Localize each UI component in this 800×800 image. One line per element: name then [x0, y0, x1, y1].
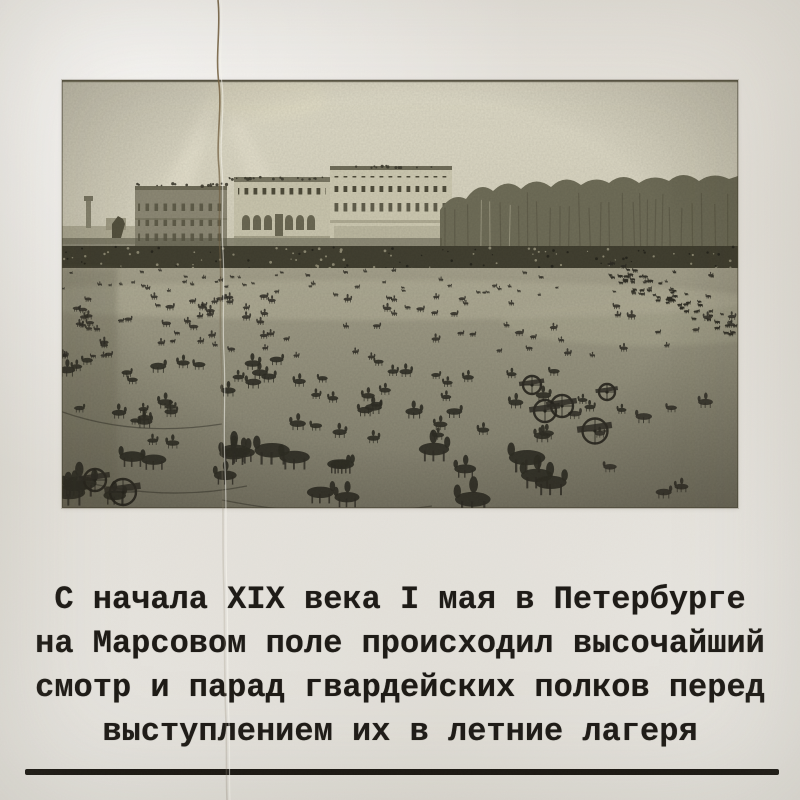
caption-line-2: на Марсовом поле происходил высочайший: [35, 625, 765, 662]
divider-line: [25, 769, 779, 775]
caption-line-3: смотр и парад гвардейских полков перед: [35, 669, 765, 706]
caption-block: [0, 578, 800, 754]
caption-line-1: С начала XIX века I мая в Петербурге: [54, 581, 746, 618]
parade-photograph: [62, 80, 738, 508]
photo-grain: [62, 80, 738, 508]
parade-photo-scene: [62, 80, 738, 508]
caption-line-4: выступлением их в летние лагеря: [102, 713, 698, 750]
